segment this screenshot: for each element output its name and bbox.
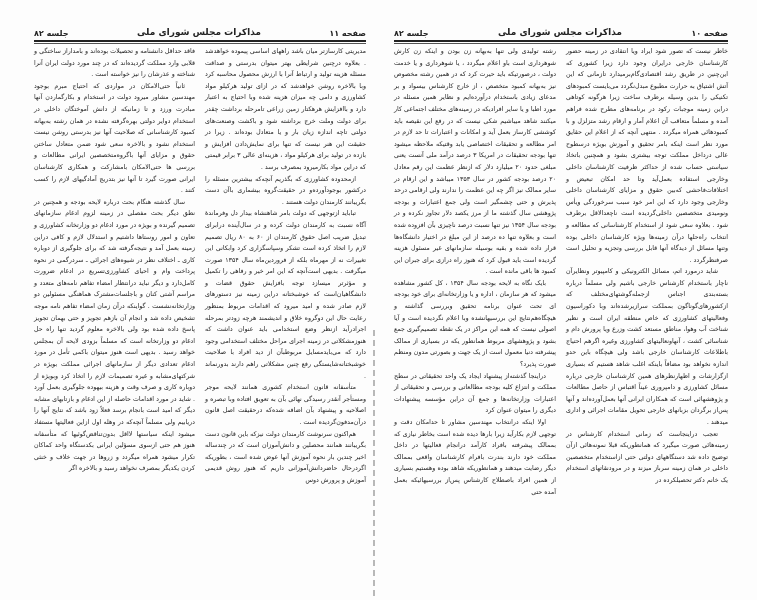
- paragraph: تباباید ازتوجهی که دولت بامر شاهنشاه بیدار دل وفرماندهٔ آگاه نسبت به کارمندان دولت کرده و در سال‌آینده درابرای تبدیل ضریب اصل حقوق کارمندان از ۶۰ به ۸۰ ریال تصمیم لازم را اتخاذ کرده است تشکر وسپاسگزاری کرد وابکانی این تغییرات نه از مهرماه بلکه از فروردین‌ماه سال ۱۳۵۴ صورت میگرفت . بدیهی است‌آنچه که این امر خیر و رفاهی را تکمیل و مؤثرتر میسازد توجه بافزایش حقوق قضات و دانشگاهیان‌است که خوشبختانه دراین زمینه نیز دستورهای لازم صادر شده و امید میرود که اقدامات مربوط بمنظور رعایت حال این دوگروه خلاق و اندیشمند هرچه زودتر بمرحله اجرادرآید ازنظر وضع استخدامی باید عنوان داشت که هنوزمشکلاتی در زمینه اجرای مراحل مختلف استخدامی وجود دارد که می‌بایدمسایل مربوطبآن از دید افراد با صلاحیت خوشبختانه‌شایستگی رفع چنین مشکلاتی راهم دارند بدورنماند .: [205, 210, 366, 380]
- paragraph: مدیریتی کارسازتر میان باشد راههای اساسی پیموده خواهدشد . بعلاوه درچنین شرایطی بهتر میتوان بدرستی و صداقت مسئله هزینه تولید و ارتباط آنرا با ارزش محصول محاسبه کرد وبا بالاخره روشن خواهدشد که در ازای تولید هرکیلو مواد کشاورزی و دامی چه میزان هزینه شده وبا احتیاج به اعتبار دارد و باافزایش هرهکتار زمین زراعی تامرحله برداشت چقدر برای دولت وملت خرج برداشته شود و باکشت وصنعت‌های دولتی تاچه اندازه زیان بار و یا متعادل بوده‌اند . زیرا در حقیقت این هنر نیست که تنها برای نمایش‌دادن افزایش و بازده در تولید برای هرکیلو مواد ، هزینه‌ای عالی ۳ برابر قیمتی که دراین مواد بکارمیرود بمصرف برسد .: [205, 48, 367, 171]
- column-right: [566, 46, 728, 498]
- session-number: جلسه ۸۲: [34, 29, 69, 38]
- page-10: [378, 0, 757, 600]
- running-title: مذاکرات مجلس شورای ملی: [497, 28, 622, 38]
- column-right: [205, 46, 366, 487]
- header-rule: [34, 40, 366, 42]
- header-rule: [394, 40, 728, 42]
- paragraph: شاید درمورد اتم، مسائل الکترونیکی و کامپیوتر ونظایرآن ناچار باستخدام کارشناس خارجی باشیم ولی مسلماً درباره بسته‌بندی اجناس ازجمله‌گوشتهای‌مختلف که ازکشورهای‌گوناگون بمملکت سرازیرشده‌اند وبا دکوراسیون وفعالیتهای کشاورزی که خاص منطقه ایران است و نظیر شناخت آب وهوا، مناطق مستعد کشت وزرع ویا پرورش دام و شناسائی کشت ، آنهاونعالیتهای کشاورزی وغیره اگرهم احتیاج باطلاعات کارشناسان خارجی باشد ولی هیچگاه باین حدو اندازه نخواهد بود مضافاً باینکه اغلب شاهد هستیم که بسیاری ازگزارشات و اظهارنظرهای همین کارشناسان خارجی درباره مسائل کشاورزی و دامپروری عیناً اقتباس از حاصل مطالعات و پژوهشهائی است که همکاران ایرانی آنها بعمل‌آورده‌اند و آنها پس‌از برگردان بزبانهای خارجی تحویل مقامات اجرائی و اداری میدهند .: [566, 268, 728, 426]
- paragraph: هم‌اکنون سرنوشت کارمندان دولت نیزکه باین قانون دست بگریبانند همانند محصلین و دانش‌آموزان است که در چندساله اخیر چندین بار نحوه آموزش آنها عوض شده است ، بطوریکه اگردرحال حاضردانش‌آموزانی داریم که هنوز روش قدیمی آموزش و پرورش دوس: [205, 430, 366, 484]
- page-header: [394, 24, 728, 38]
- page-header: [34, 24, 366, 38]
- paragraph: متأسفانه قانون استخدام کشوری همانند لایحه موجر ومستأجر آنقدر رسیدگی نهائی بآن به تعویق افتاده وبا تبصره و اصلاحیه و پیشنهاد بآن اضافه شده‌که درحقیقت اصل قانون درآن‌مدفون‌گردیده است .: [205, 384, 366, 426]
- paragraph: فاقد حداقل دانشنامه و تحصیلات بوده‌اند و بامداراز ساختگی و قلابی وارد مملکت گردیده‌اند که در چند مورد دولت ایران آنرا شناخته و عذرشان را نیز خواسته است .: [34, 48, 195, 79]
- paragraph: بایک نگاه به لایحه بودجه سال ۱۳۵۴ ، کل کشور مشاهده میشود که هر سازمان ، اداره و یا وزارتخانه‌ای برای خود بودجه ای تحت عنوان برنامه تحقیق وبررسی گذاشته و هیچگاه‌هم‌نتایج این بررسیهانشده وبا اعلام نگردیده است و آیا اصولی نیست که همه این مراکز در یک نقطه تصمیم‌گیری جمع بشود و پژوهشهای مربوط همانطور یکه در بسیاری از ممالک پیشرفته دنیا معمول است از یک جهت و بصورتی مدون ومنظم صورت پذیرد؟: [394, 279, 556, 369]
- header-rule-thin: [34, 43, 366, 44]
- session-number: جلسه ۸۲: [394, 29, 429, 38]
- binding-gutter: [373, 330, 375, 600]
- header-rule-thin: [394, 43, 728, 44]
- column-left: [394, 46, 556, 498]
- page-number: صفحه ۱۱: [329, 29, 366, 38]
- paragraph: ازمحدوده کشاورزی که بگذریم آنچه‌که بیشترین مسئله را درکشور بوجودآورده‌و در حقیقت‌گروه بیشماری باآن دست بگریبانند کارمندان دولت هستند .: [205, 175, 366, 206]
- text-columns: [34, 46, 366, 487]
- paragraph: تعجب دراینجاست که زمانی استخدام کارشناس در زمینه‌هائی صورت میگیرد که همانطوریکه قبلا نمونه‌هائی ازآن توضیح داده شد دستگاههای دولتی حتی ازاستخدام متخصصین داخلی در همان زمینه سرباز میزند و در مرودنقاتهای استخدام یک خانم دکتر تحصیلکرده در: [566, 430, 728, 484]
- page-number: صفحه ۱۰: [691, 29, 728, 38]
- running-title: مذاکرات مجلس شورای ملی: [136, 28, 261, 38]
- page-11: [0, 0, 378, 600]
- paragraph: دراینجا گذشته‌از پیشنهاد ایجاد یک واحد تحقیقاتی در سطح مملکت و انتزاع کلیه بودجه مطالعاتی و بررسی و تحقیقاتی از اعتبارات وزارتخانه‌ها و جمع آن دراین مؤسسه پیشنهادات دیگری را میتوان عنوان کرد: [394, 372, 556, 415]
- paragraph: رشته تولیدی ولی تنها به‌بهانه زن بودن و اینکه زن کارش شوهرداری است باو اعلام میگردد ، یا شوهرداری و یا خدمت دولت ، درصورتیکه باید حیرت کرد که در همین رشته مخصوص نیز به‌بهانه کمبود متخصص ، از خارج کارشناس بیسواد و بر مدعای زیادی باستخدام درآورده‌ایم و نظایر همین مسئله در مورد اطبا و یا سایر افرادیکه در زمینه‌های مختلف اجتماعی کار میکنند شاهد میباشیم شکی نیست که در رفع این نقیصه باید کوششی کارساز بعمل آید و امکانات و اعتبارات تا حد لازم در امر مطالعه و تحقیقات اختصاصی یابد وقتیکه ملاحظه میشود تنها بودجه تحقیقات در امریکا ۳ درصد درآمد ملی آنست یعنی مبلغی حدود ۲۰ میلیارد دلار که ازنظر عظمت این رقم معادل ۲۰ درصد بودجه کشور در سال ۱۳۵۳ میباشد و این ارقام در سایر ممالک نیز اگر چه این عظمت را ندارند ولی ارقامی درحد پذیرش و حتی چشمگیر است ولی جمع اعتبارات و بودجه پژوهشی سال گذشته ما از مرز یکصد دلار تجاوز نکرده و در بودجه سال ۱۳۵۴ نیز تنها نسبت درصد ناچیزی بآن افزوده شده است و بعلاوه تنها ده درصد از این مبلغ در اختیار دانشگاه‌ها قرار داده شده و بقیه بوسیله سازمانهای غیر مسئول هزینه گردیده است باید قبول کرد که هنوز راه درازی برای جبران این کمبود ها باقی مانده است .: [394, 48, 556, 276]
- paragraph: ثانیاً حتی‌الامکان در مواردی که احتیاج مبرم بوجود مهندسین مشاور میرود دولت در استخدام و بکارگماردن آنها مبادرت ورزد و تا زمانیکه از دانش آموختگان داخلی در استخدام دوایر دولتی بهره‌گرفته نشده در همان رشته به‌بهانه کمبود کارشناسانی که صلاحیت آنها نیز بدرستی روشن نیست استخدام نشود و بالاخره سعی شود ضمن متعادل ساختن حقوق و مزایای آنها باگروه‌متخصصین ایرانی مطالعات و بررسی ها حتی‌الامکان بامشارکت و همکاری کارشناسان ایرانی صورت گیرد تا آنها نیز بتدریج آمادگیهای لازم را کسب کنند .: [34, 82, 195, 195]
- text-columns: [394, 46, 728, 498]
- paragraph: خاطر نیست که تصور شود ایراد ویا انتقادی در زمینه حضور کارشناسان خارجی درایران وجود دارد زیرا کشوری که این‌چنین در طریق رشد اقتصادی‌گام‌برمیدارد تازمانی که این آتش اشتیاق به حرارت مطبوع مبدل‌نگردد می‌بایست کمبودهای تکنیکی را بدین وسیله برطرف ساخت زیرا هرگونه کوتاهی دراین زمینه موجبات رکود در برنامه‌های مطرح شده فراهم آمده و مسلماً متعاقب آن اعلام آمار و ارقام رشد متزلزل و با کمبودهائی همراه میگردد . منتهی آنچه که از اعلام این حقایق مورد نظر است اینکه بامر تحقیق و آموزش بویژه درسطوح عالی درداخل مملکت توجه بیشتری بشود و همچنین باتخاذ سیاستی حساب شده از حداکثر ظرفیت کارشناسان داخلی وخارجی استفاده بعمل‌آید وتا حد امکان تبعیض و اختلافات‌فاحشی که‌بین حقوق و مزایای کارشناسان داخلی وخارجی وجود دارد که این امر خود سبب سرخوردگی ویأس ونومیدی متخصصین داخلی‌گردیده است ناچعدالاقل برطرف شود . بعلاوه سعی شود از استخدام کارشناسانی که مطالعه و انتخاب راه‌حلها درآن زمینه‌ها ویژه کارشناسان داخلی بوده وتنها مسائل از دیدگاه آنها قابل بررسی وتجزیه و تحلیل است صرفنظرگردد .: [566, 48, 728, 264]
- paragraph: سال گذشته هنگام بحث درباره لایحه بودجه و همچنین در نطق دیگر بحث مفصلی در زمینه لزوم ادغام سازمانهای تصمیم گیرنده و بویژه در مورد ادغام دو وزارتخانه کشاورزی و تعاون و امور روستاها داشتیم و استدلال لازم و کافی دراین زمینه بعمل آمد و نتیجه‌گرفته شد که برای جلوگیری از دوباره کاری ـ اختلاف نظر در شیوه‌های اجرائی ـ سردرگمی در نحوه پرداخت وام و احیای کشاورزی‌تسریع در ادغام ضرورت کامل‌دارد و دیگر نباید درانتظار امضاء تفاهم نامه‌های متعدد و مراسم آشتی کنان و باجلسات‌مشترک هماهنگی مسئولین دو وزارتخانه‌نشست . گواینکه درآن زمان امضاء تفاهم نامه موجه تشخیص داده شد و انجام آن بازهم تجویز و حتی بهمان تجویز پاسخ داده شده بود ولی بالاخره معلوم گردید تنها راه حل ادغام دو وزارتخانه است که مسلماً بزودی لایحه آن بمجلس خواهد رسید . بدیهی است هنوز میتوان باکمی تأمل در مورد ادغام تعدادی دیگر از سازمانهای اجرائی مملکت بویژه در شرکتهای‌مشابه و غیره تصمیمات لازم را اتخاذ کرد وبویژه از دوباره کاری و صرف وقت و هزینه بیهوده جلوگیری بعمل آورد . شاید در مورد اقدامات حاصله از این ادغام و بازتابهای مشابه دیگر که امید است بانجام برسد فعلاً زود باشد که نتایج آنها را دریابیم ولی مسلماً آنچه‌که در وهله اول ازاین فعالیتها مستفاد میشود اینکه سیاستها لااقل بدون‌تناقض‌گوئیها که متأسفانه هنوز هم حتی از‌سوی مسؤلین ایرانی بکدستگاه واحد کماکان تکرار میشود همراه میگردد و زروها در جهت خلاف و خنثی کردن یکدیگر بمصرف نخواهد رسید و بالاخره اگر: [34, 198, 195, 473]
- paragraph: اولا اینکه درانتخاب مهندسین مشاور تا حدامکان دقت و توجهی لازم بکارآید زیرا بارها دیده شده است بخاطر نیازی که بممالک پیشرفته بافراد کارآمد درانجام فعالیتها در داخل مملکت خود دارند بندرت بافرام کارشناسان واقعی بممالک دیگر رضایت میدهند و همانطوریکه شاهد بوده‌ وهستیم بسیاری از همین افراد باصطلاح کارشناس پس‌از بررسیهائیکه بعمل آمده حتی: [394, 419, 556, 496]
- column-left: [34, 46, 195, 487]
